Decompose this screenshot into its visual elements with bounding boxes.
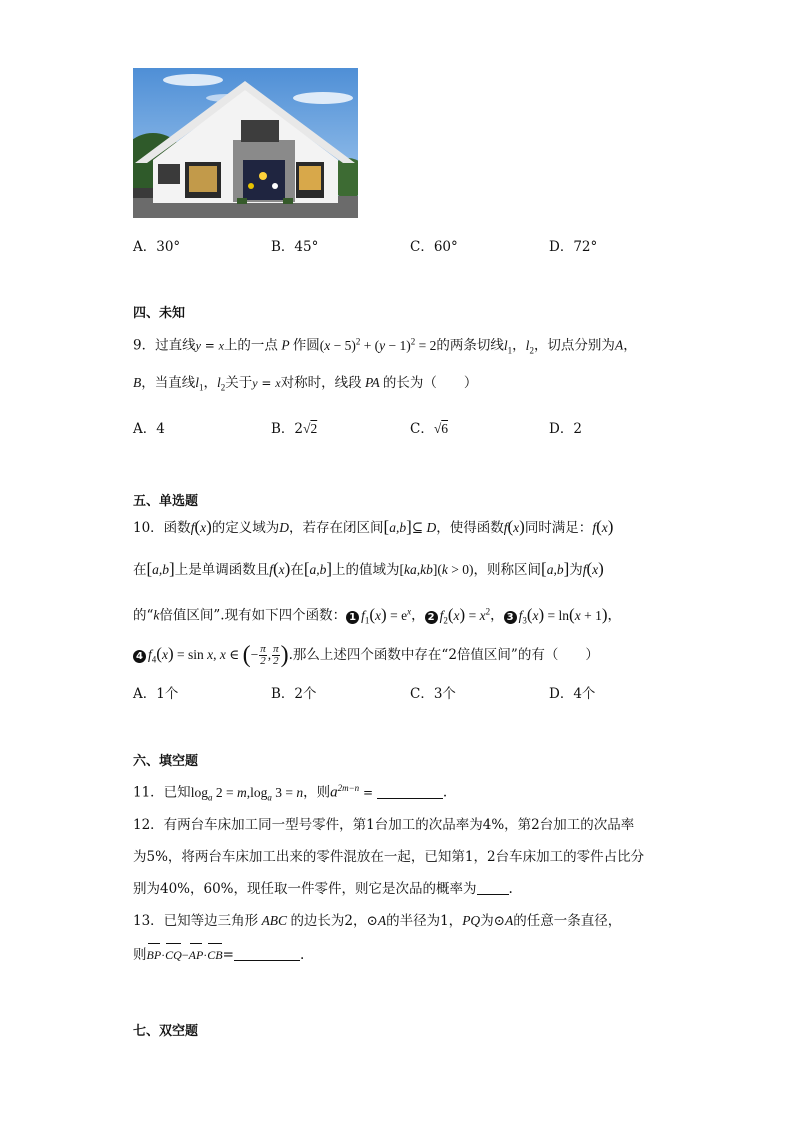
q10-text: 在 <box>290 562 304 578</box>
question-12-line-2: 为5%，将两台车床加工出来的零件混放在一起，已知第1，2台车床加工的零件占比分 <box>133 849 645 865</box>
q10-text: .那么上述四个函数中存在“2倍值区间”的有（ ） <box>288 647 599 663</box>
q9-text: ，切点分别为 <box>533 337 615 354</box>
q10-text: ，则称区间 <box>473 562 542 578</box>
q8-option-c: C．60° <box>410 239 458 255</box>
q9-text: 的两条切线 <box>436 337 504 354</box>
q10-option-d: D．4个 <box>549 686 596 702</box>
q10-text: 上是单调函数且 <box>174 562 270 578</box>
q10-text: 倍值区间”.现有如下四个函数： <box>159 607 347 624</box>
q9-text: 的长为（ ） <box>382 375 478 391</box>
q10-option-a: A．1个 <box>133 686 179 702</box>
q9-option-c-text: C． <box>410 421 434 437</box>
q8-option-d: D．72° <box>549 239 598 255</box>
section-heading-6: 六、填空题 <box>133 754 199 769</box>
q8-option-b: B．45° <box>271 239 319 255</box>
question-10-line-1: 10．函数f(x)的定义域为D，若存在闭区间[a,b]⊆ D，使得函数f(x)同时满足：f(x) <box>133 517 614 536</box>
q10-option-c: C．3个 <box>410 686 456 702</box>
question-11: 11．已知$\log_a 2 = m,\log_a$ 3 = n，则$a^{2m-n}$ = . <box>133 783 448 803</box>
question-13-line-2: 则BP·CQ−AP·CB= . <box>133 947 305 963</box>
question-10-line-3: 的“k倍值区间”.现有如下四个函数： 1 $f_1(x) = e^x$， 2 $f_2(x) = x^2$， 3 $f_3(x) = \ln(x + 1)$， <box>133 604 622 626</box>
question-12-line-3: 别为40%，60%，现任取一件零件，则它是次品的概率为 . <box>133 881 513 897</box>
q13-text: 的任意一条直径， <box>513 913 622 929</box>
q13-answer-blank[interactable] <box>234 946 300 961</box>
q9-option-c: C．√6 <box>410 421 449 437</box>
q8-option-a: A．30° <box>133 239 181 255</box>
house-photo <box>133 68 358 218</box>
q9-option-b-text: B．2 <box>271 421 304 437</box>
question-9-line-2: B，当直线$l_1$，$l_2$关于y = x对称时，线段 PA 的长为（ ） <box>133 375 478 393</box>
question-10-line-2: 在[a,b]上是单调函数且f(x)在[a,b]上的值域为[ka,kb](k > 0)，则称区间[a,b]为f(x) <box>133 559 604 578</box>
q9-text: 上的一点 <box>223 337 278 354</box>
q10-text: 在 <box>133 562 147 578</box>
q9-option-b: B．2√2 <box>271 421 318 437</box>
q9-option-a: A．4 <box>133 421 165 437</box>
q9-text: 对称时，线段 <box>280 375 362 391</box>
q9-option-d: D．2 <box>549 421 582 437</box>
q10-text: 10．函数 <box>133 520 191 536</box>
question-9-line-1: 9．过直线y = x上的一点 P 作圆$(x - 5)^2 + (y - 1)^2 = 2$的两条切线$l_1$，$l_2$，切点分别为A， <box>133 336 637 356</box>
section-heading-5: 五、单选题 <box>133 494 199 509</box>
question-12-line-1: 12．有两台车床加工同一型号零件，第1台加工的次品率为4%，第2台加工的次品率 <box>133 817 635 833</box>
q13-text: 的边长为2，⊙ <box>290 913 378 929</box>
q12-text: 别为40%，60%，现任取一件零件，则它是次品的概率为 <box>133 881 477 897</box>
q11-text: ，则 <box>303 784 331 801</box>
q10-text: 上的值域为 <box>332 562 400 578</box>
section-heading-7: 七、双空题 <box>133 1024 199 1039</box>
q10-text: 同时满足： <box>524 520 593 536</box>
q13-text: 则 <box>133 947 147 963</box>
q9-text: 9．过直线 <box>133 337 196 354</box>
q9-text: ，当直线 <box>141 375 196 391</box>
q10-text: 的定义域为 <box>211 520 280 536</box>
q10-option-b: B．2个 <box>271 686 317 702</box>
q13-text: 为⊙ <box>480 913 505 929</box>
q10-text: 为 <box>569 562 583 578</box>
q10-text: 的“ <box>133 607 154 624</box>
q9-text: 作圆 <box>292 337 320 354</box>
q13-text: 13．已知等边三角形 <box>133 913 259 929</box>
q9-text: 关于 <box>225 375 253 391</box>
q11-answer-blank[interactable] <box>377 784 443 799</box>
q10-text: ，若存在闭区间 <box>289 520 384 536</box>
q13-text: 的半径为1， <box>386 913 463 929</box>
q12-answer-blank[interactable] <box>477 880 509 895</box>
q10-text: ，使得函数 <box>436 520 504 536</box>
question-13-line-1: 13．已知等边三角形 ABC 的边长为2，⊙A的半径为1，PQ为⊙A的任意一条直径， <box>133 913 622 929</box>
q11-text: 11．已知 <box>133 784 191 801</box>
section-heading-4: 四、未知 <box>133 306 186 321</box>
question-10-line-4: 4 $f_4(x) = \sin x$, x ∈ (− $\frac{\pi}{2}$ , $\frac{\pi}{2}$ ).那么上述四个函数中存在“2倍值区间”的有（ ） <box>133 644 599 670</box>
